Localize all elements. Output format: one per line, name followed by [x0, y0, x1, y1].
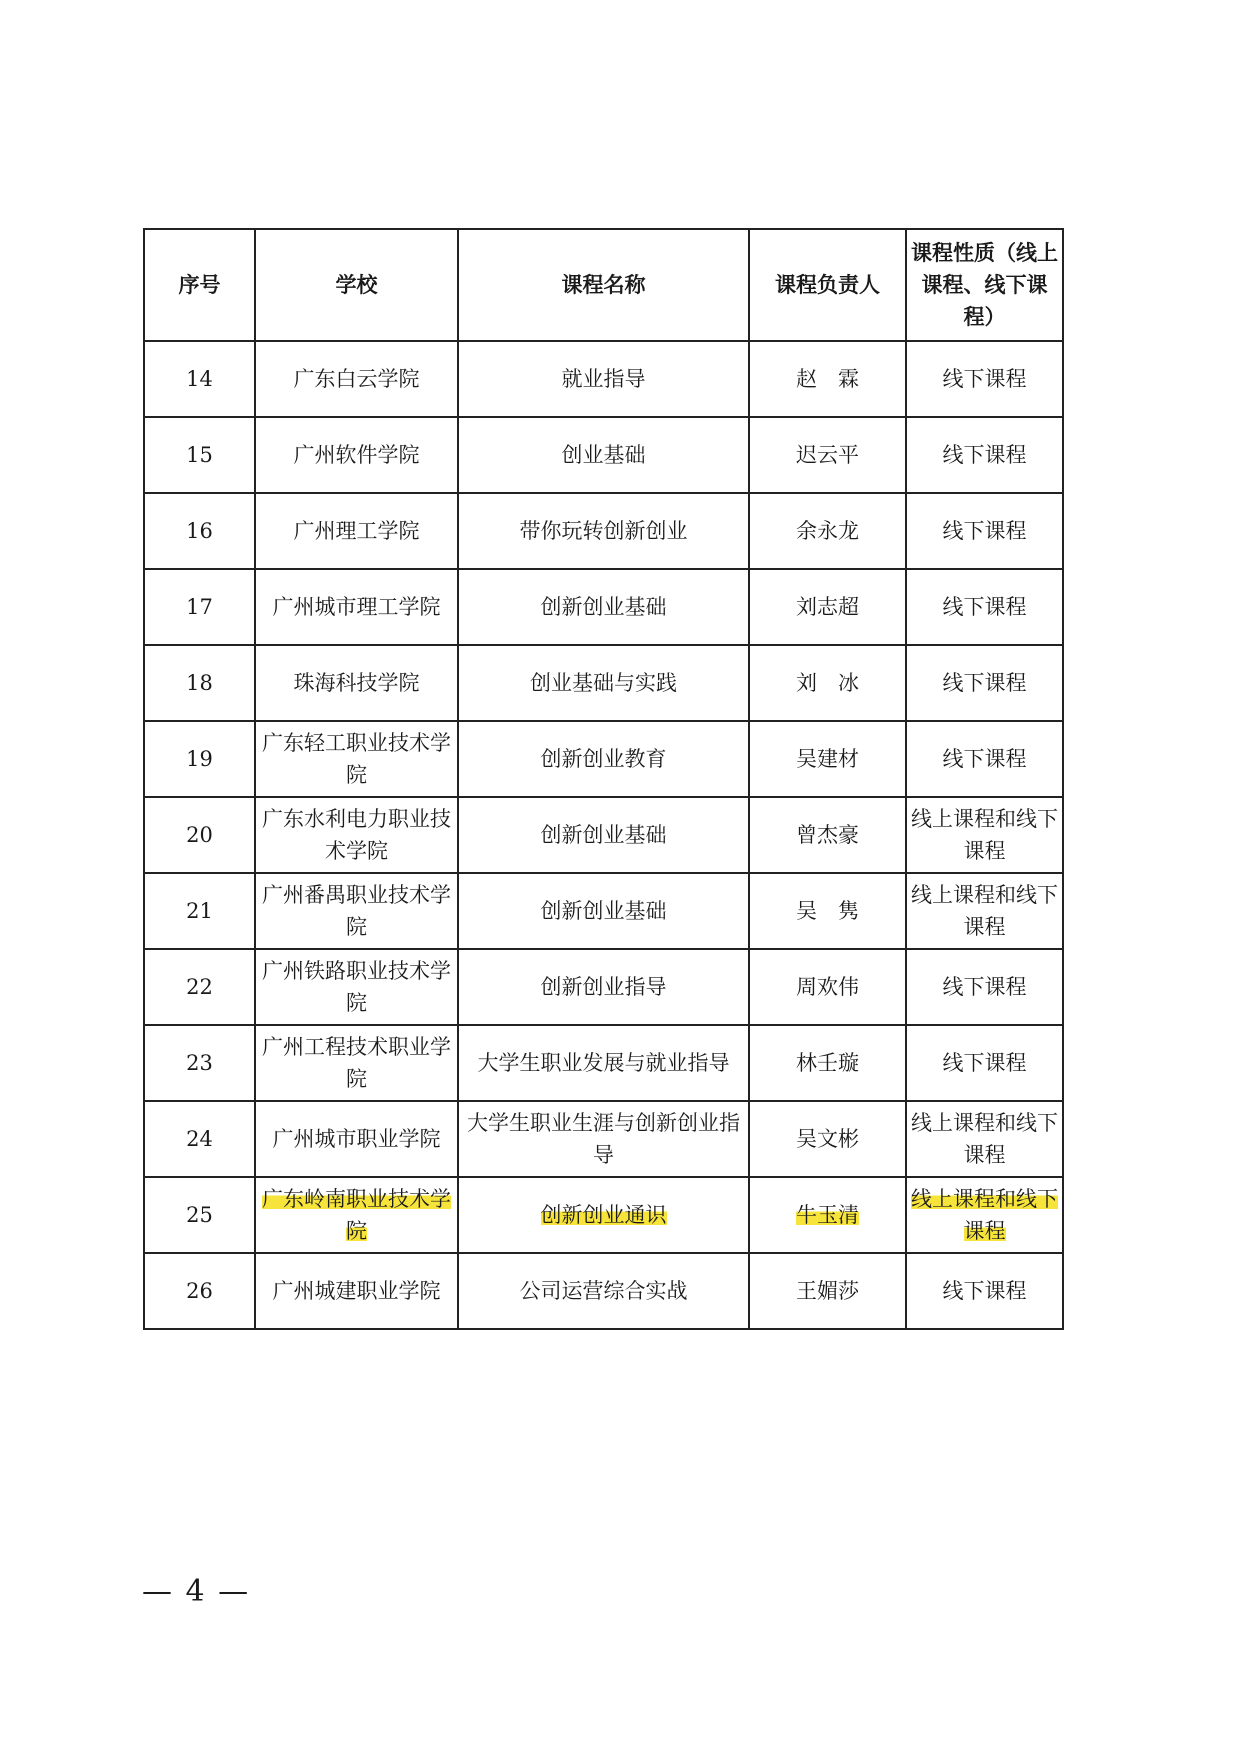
row-course: 创新创业教育	[458, 721, 749, 797]
row-lead: 吴建材	[749, 721, 906, 797]
row-school: 广州番禺职业技术学院	[255, 873, 458, 949]
row-index: 20	[144, 797, 255, 873]
row-lead: 刘志超	[749, 569, 906, 645]
page-number: — 4 —	[142, 1574, 251, 1609]
row-lead	[749, 1177, 906, 1253]
row-index: 17	[144, 569, 255, 645]
row-school	[255, 1177, 458, 1253]
table-header-row	[144, 229, 1063, 341]
row-index: 25	[144, 1177, 255, 1253]
row-lead: 林壬璇	[749, 1025, 906, 1101]
row-index: 16	[144, 493, 255, 569]
highlighted-text: 创新创业通识	[540, 1203, 667, 1227]
table-row	[144, 569, 1063, 645]
row-type: 线下课程	[906, 569, 1063, 645]
row-school: 广东白云学院	[255, 341, 458, 417]
row-type: 线下课程	[906, 1253, 1063, 1329]
row-school: 珠海科技学院	[255, 645, 458, 721]
row-index: 15	[144, 417, 255, 493]
row-course: 带你玩转创新创业	[458, 493, 749, 569]
table-row	[144, 797, 1063, 873]
course-table	[143, 228, 1064, 1330]
row-index: 18	[144, 645, 255, 721]
row-course: 就业指导	[458, 341, 749, 417]
table-row	[144, 721, 1063, 797]
row-school: 广东轻工职业技术学院	[255, 721, 458, 797]
row-type: 线下课程	[906, 949, 1063, 1025]
row-course: 公司运营综合实战	[458, 1253, 749, 1329]
row-type: 线下课程	[906, 341, 1063, 417]
row-school: 广东水利电力职业技术学院	[255, 797, 458, 873]
row-course: 大学生职业生涯与创新创业指导	[458, 1101, 749, 1177]
row-type: 线上课程和线下课程	[906, 873, 1063, 949]
table-row	[144, 1253, 1063, 1329]
row-lead: 余永龙	[749, 493, 906, 569]
row-school: 广州软件学院	[255, 417, 458, 493]
row-index: 24	[144, 1101, 255, 1177]
header-school: 学校	[255, 229, 458, 341]
row-course: 创业基础	[458, 417, 749, 493]
row-type: 线上课程和线下课程	[906, 1101, 1063, 1177]
row-index: 23	[144, 1025, 255, 1101]
table-row	[144, 645, 1063, 721]
row-type: 线下课程	[906, 417, 1063, 493]
row-course: 大学生职业发展与就业指导	[458, 1025, 749, 1101]
row-course: 创新创业基础	[458, 569, 749, 645]
table-row	[144, 1101, 1063, 1177]
row-school: 广州城市职业学院	[255, 1101, 458, 1177]
header-course-name: 课程名称	[458, 229, 749, 341]
row-lead: 曾杰豪	[749, 797, 906, 873]
row-school: 广州城市理工学院	[255, 569, 458, 645]
highlighted-text: 广东岭南职业技术学院	[262, 1187, 451, 1243]
table-row	[144, 341, 1063, 417]
highlighted-text: 牛玉清	[796, 1203, 859, 1227]
table-row	[144, 873, 1063, 949]
row-course: 创新创业基础	[458, 797, 749, 873]
row-course	[458, 1177, 749, 1253]
row-index: 26	[144, 1253, 255, 1329]
table-row	[144, 417, 1063, 493]
row-type: 线下课程	[906, 493, 1063, 569]
row-type: 线上课程和线下课程	[906, 797, 1063, 873]
row-type	[906, 1177, 1063, 1253]
header-course-type: 课程性质（线上课程、线下课程）	[906, 229, 1063, 341]
row-school: 广州城建职业学院	[255, 1253, 458, 1329]
table-row	[144, 949, 1063, 1025]
row-course: 创新创业基础	[458, 873, 749, 949]
row-lead: 迟云平	[749, 417, 906, 493]
highlighted-text: 线上课程和线下课程	[911, 1187, 1058, 1243]
row-index: 22	[144, 949, 255, 1025]
row-type: 线下课程	[906, 1025, 1063, 1101]
row-course: 创新创业指导	[458, 949, 749, 1025]
row-school: 广州工程技术职业学院	[255, 1025, 458, 1101]
table-row-highlighted	[144, 1177, 1063, 1253]
row-lead: 刘 冰	[749, 645, 906, 721]
row-course: 创业基础与实践	[458, 645, 749, 721]
row-type: 线下课程	[906, 721, 1063, 797]
row-lead: 吴文彬	[749, 1101, 906, 1177]
row-index: 14	[144, 341, 255, 417]
row-index: 21	[144, 873, 255, 949]
row-lead: 周欢伟	[749, 949, 906, 1025]
row-lead: 吴 隽	[749, 873, 906, 949]
row-type: 线下课程	[906, 645, 1063, 721]
row-lead: 赵 霖	[749, 341, 906, 417]
table-row	[144, 493, 1063, 569]
row-school: 广州铁路职业技术学院	[255, 949, 458, 1025]
row-index: 19	[144, 721, 255, 797]
header-course-lead: 课程负责人	[749, 229, 906, 341]
row-lead: 王媚莎	[749, 1253, 906, 1329]
header-index: 序号	[144, 229, 255, 341]
table-row	[144, 1025, 1063, 1101]
row-school: 广州理工学院	[255, 493, 458, 569]
